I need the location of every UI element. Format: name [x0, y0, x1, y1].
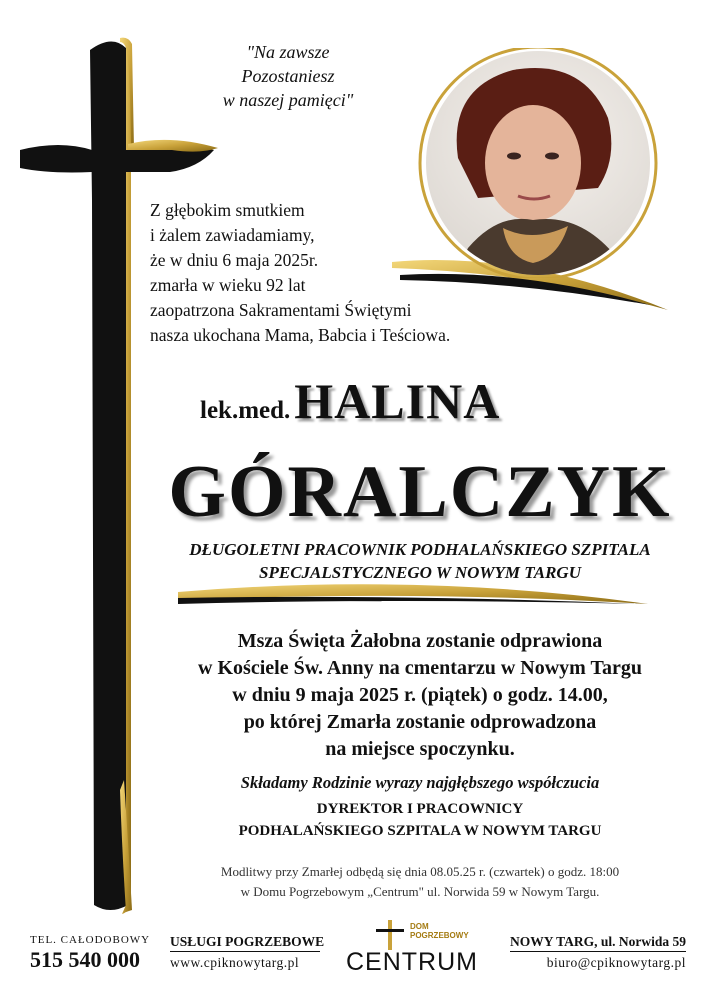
services-label: USŁUGI POGRZEBOWE	[170, 934, 325, 949]
condolences: Składamy Rodzinie wyrazy najgłębszego współczucia	[240, 773, 600, 792]
divider	[510, 951, 686, 952]
surname: GÓRALCZYK	[168, 451, 672, 533]
address: NOWY TARG, ul. Norwida 59	[509, 934, 686, 949]
first-name: HALINA	[294, 373, 501, 429]
funeral-details: Msza Święta Żałobna zostanie odprawiona w Kościele Św. Anny na cmentarzu w Nowym Targu w dniu 9 maja 2025 r. (piątek) o godz. 14.00, po której Zmarła zostanie odprowadzona na miejsce spoczynku.	[198, 630, 642, 760]
website-link[interactable]: www.cpiknowytarg.pl	[170, 955, 300, 970]
divider	[170, 951, 320, 952]
deceased-name-line	[200, 372, 640, 430]
signers: DYREKTOR I PRACOWNICY PODHALAŃSKIEGO SZPITALA W NOWYM TARGU	[238, 801, 602, 839]
memorial-quote: "Na zawsze Pozostaniesz w naszej pamięci"	[222, 42, 354, 110]
email-link[interactable]: biuro@cpiknowytarg.pl	[546, 955, 686, 970]
prayer-info: Modlitwy przy Zmarłej odbędą się dnia 08.05.25 r. (czwartek) o godz. 18:00 w Domu Pogrzebowym „Centrum" ul. Norwida 59 w Nowym Targu.	[220, 864, 620, 899]
logo-cross-icon	[370, 920, 410, 950]
logo: CENTRUM	[346, 948, 478, 976]
phone-number[interactable]: 515 540 000	[30, 947, 140, 972]
employer-note: DŁUGOLETNI PRACOWNIK PODHALAŃSKIEGO SZPITALA SPECJALSTYCZNEGO W NOWYM TARGU	[189, 540, 651, 582]
logo-subtitle: DOM POGRZEBOWY	[410, 922, 469, 940]
phone-label: TEL. CAŁODOBOWY	[30, 934, 151, 946]
title-prefix: lek.med.	[200, 397, 291, 424]
announcement-text: Z głębokim smutkiem i żalem zawiadamiamy, że w dniu 6 maja 2025r. zmarła w wieku 92 lat zaopatrzona Sakramentami Świętymi nasza ukochana Mama, Babcia i Teściowa.	[150, 200, 451, 345]
